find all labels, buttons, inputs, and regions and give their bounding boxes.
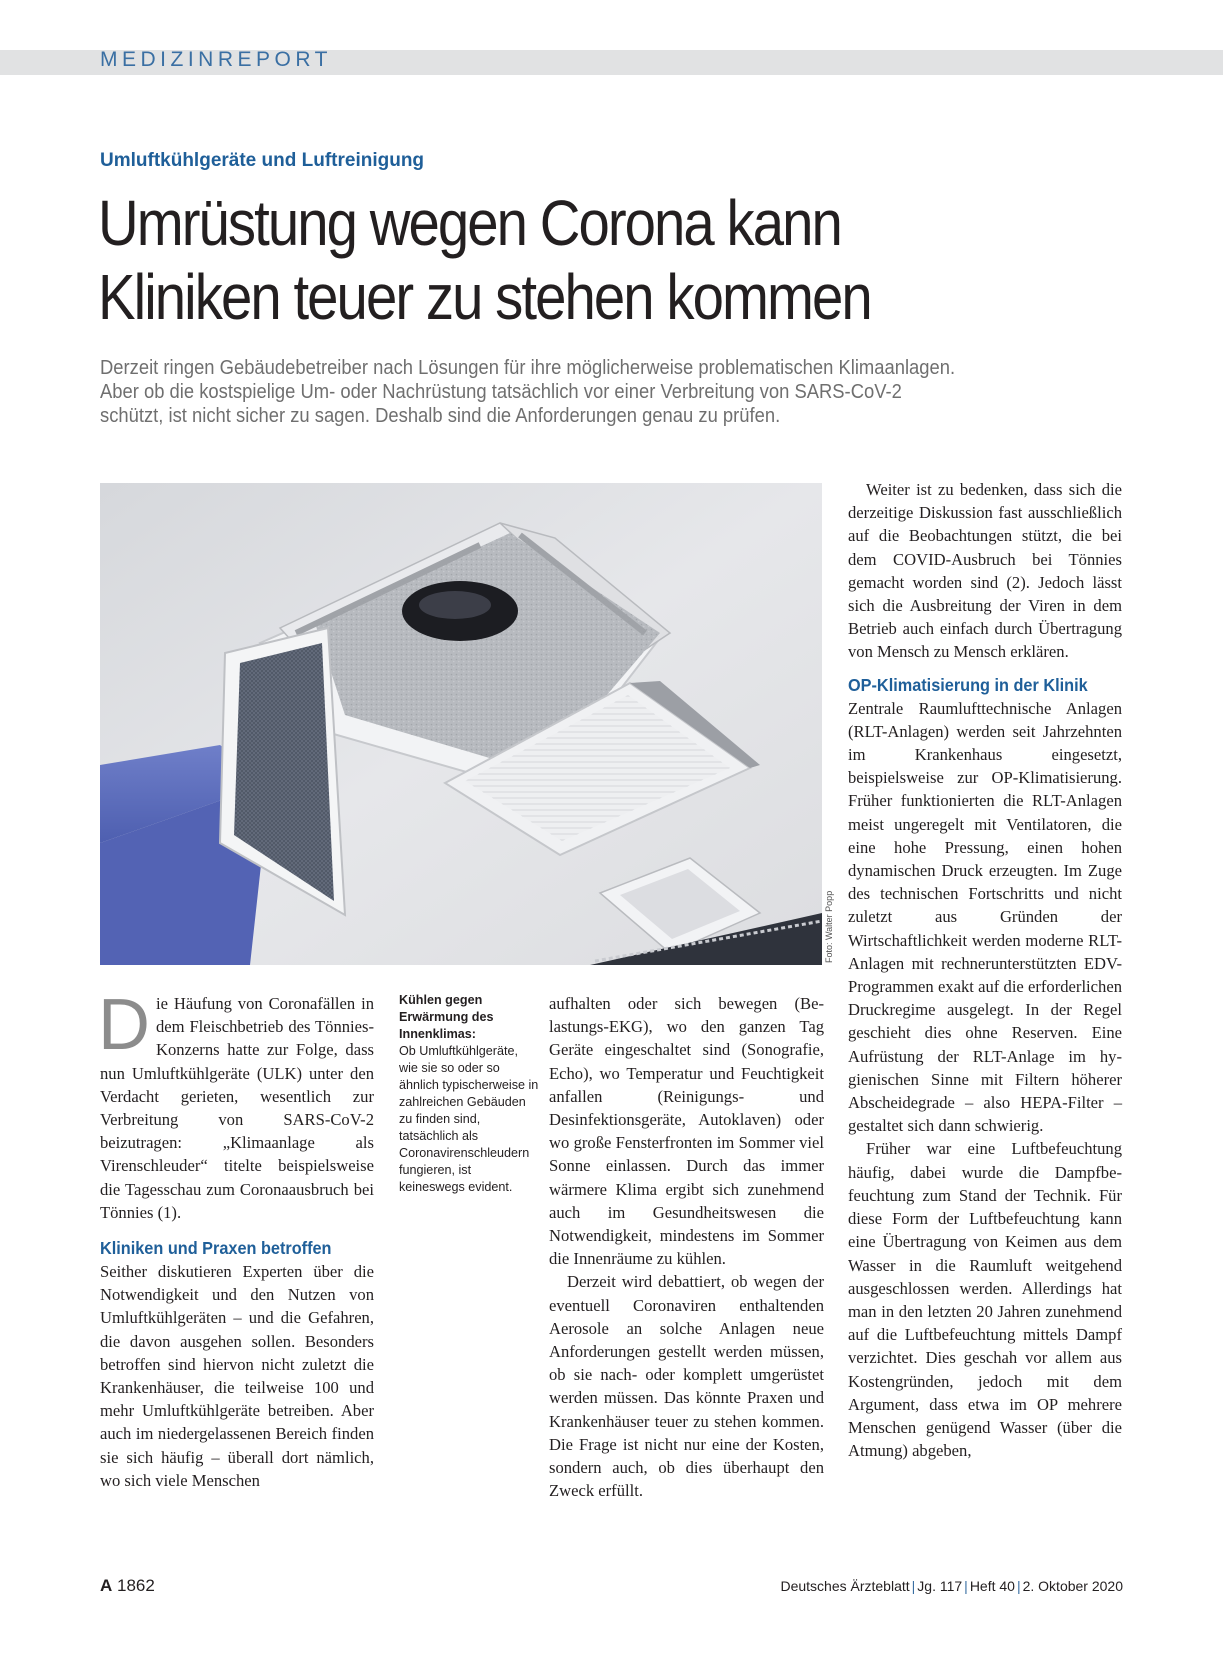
journal-date: 2. Oktober 2020 [1022, 1578, 1123, 1594]
journal-name: Deutsches Ärzteblatt [780, 1578, 910, 1594]
section-label: MEDIZINREPORT [100, 48, 332, 71]
journal-info: Deutsches Ärzteblatt | Jg. 117 | Heft 40 | 2. Oktober 2020 [780, 1578, 1123, 1594]
col4-paragraph-3: Früher war eine Luftbefeuchtung häufig, dabei wurde die Dampfbefeuchtung zum Stand der Technik. Für diese Form der Luftbefeuchtung kann eine Übertragung von Keimen aus dem Wasser in die Raumluft weitgehend ausgeschlossen werden. Allerdings hat man in den letzten 20 Jahren zunehmend auf die Luftbefeuchtung mittels Dampf verzichtet. Dies geschah vor allem aus Kostengründen, jedoch mit dem Argument, dass etwa im OP mehrere Menschen genügend Wasser (über die Atmung) abgeben, [848, 1139, 1122, 1461]
column-1 [98, 985, 374, 1492]
col1-paragraph-1: ie Häufung von Coronafällen in dem Fleischbetrieb des Tönnies-Konzerns hatte zur Folge, dass nun Umluftkühlgeräte (ULK) unter den Verdacht gerieten, wesentlich zur Verbreitung von SARS-CoV-2 beizutragen: „Klimaanlage als Virenschleuder“ titelte beispielsweise die Tagesschau zum Coronaausbruch bei Tönnies (1). [100, 994, 374, 1222]
journal-volume: Jg. 117 [917, 1578, 963, 1594]
page-prefix: A [100, 1576, 113, 1595]
article-kicker: Umluftkühlgeräte und Luftreinigung [100, 150, 425, 171]
col3-paragraph-1: aufhalten oder sich bewegen (Belastungs-EKG), wo den ganzen Tag Geräte eingeschaltet sind (Sonografie, Echo), wo Temperatur und Feuchtigkeit anfallen (Reinigungs- und Desinfektionsgeräte, Autoklaven) oder wo große Fensterfronten im Sommer viel Sonne einlassen. Durch das immer wärmere Klima ergibt sich zunehmend auch im Gesundheitswesen die Notwendigkeit, mindestens im Sommer die Innenräume zu kühlen. [549, 994, 824, 1269]
headline-line-2: Kliniken teuer zu stehen kommen [98, 261, 871, 333]
page-number [100, 1576, 155, 1596]
col1-paragraph-2: Seither diskutieren Experten über die Notwendigkeit und den Nutzen von Umluftkühlgeräten – und die Gefahren, die davon ausgehen sollen. Besonders betroffen sind hiervon nicht zuletzt die Krankenhäuser, die teilweise 100 und mehr Umluftkühlgeräte betreiben. Aber auch im niedergelassenen Bereich finden sie sich häufig – überall dort nämlich, wo sich viele Menschen [100, 1262, 374, 1490]
photo-caption [399, 992, 539, 1196]
photo-credit: Foto: Walter Popp [824, 890, 834, 963]
column-3 [549, 992, 824, 1502]
article-lead [100, 356, 1112, 428]
col4-paragraph-2: Zentrale Raumlufttechnische Anlagen (RLT-Anlagen) werden seit Jahrzehnten im Krankenhaus eingesetzt, beispielsweise zur OP-Klimatisierung. Früher funktionierten die RLT-Anlagen meist ungeregelt mit Ventilatoren, die eine hohe Pressung, einen hohen dynamischen Druck erzeugten. Im Zuge des technischen Fortschritts und nicht zuletzt aus Gründen der Wirtschaftlichkeit werden moderne RLT-Anlagen mit rechnerunterstützten EDV-Programmen exakt auf die erforderlichen Druckregime ausgelegt. In der Regel geschieht dies ohne Reserven. Eine Aufrüstung der RLT-Anlage im hygienischen Sinne mit Filtern höherer Abscheidegrade – also HEPA-Filter – gestaltet sich dann schwierig. [848, 698, 1122, 1136]
ceiling-air-conditioner-photo [100, 483, 822, 965]
article-headline [98, 186, 1048, 334]
col4-paragraph-1: Weiter ist zu bedenken, dass sich die derzeitige Diskussion fast ausschließlich auf die Beobachtungen stützt, die bei dem COVID-Ausbruch bei Tönnies gemacht worden sind (2). Jedoch lässt sich die Ausbreitung der Viren in dem Betrieb auch einfach durch Übertragung von Mensch zu Mensch erklären. [848, 480, 1122, 662]
lead-line-3: schützt, ist nicht sicher zu sagen. Deshalb sind die Anforderungen genau zu prüfen. [100, 405, 781, 427]
column-4 [848, 478, 1122, 1462]
subheading-kliniken: Kliniken und Praxen betroffen [100, 1238, 332, 1259]
headline-line-1: Umrüstung wegen Corona kann [98, 187, 841, 259]
lead-line-1: Derzeit ringen Gebäudebetreiber nach Lösungen für ihre möglicherweise problematischen Klimaanlagen. [100, 357, 956, 379]
col3-paragraph-2: Derzeit wird debattiert, ob wegen der eventuell Coronaviren enthaltenden Aerosole an solche Anlagen neue Anforderungen gestellt werden müssen, ob sie nach- oder komplett umgerüstet werden müssen. Das könnte Praxen und Krankenhäuser teuer zu stehen kommen. Die Frage ist nicht nur eine der Kosten, sondern auch, ob dies überhaupt den Zweck erfüllt. [549, 1272, 824, 1501]
page-number-value: 1862 [117, 1576, 155, 1595]
caption-text: Ob Umluftkühlgeräte, wie sie so oder so ähnlich typischerweise in zahlreichen Gebäuden zu finden sind, tatsächlich als Coronavirenschleudern fungieren, ist keineswegs evident. [399, 1044, 539, 1194]
journal-issue: Heft 40 [969, 1578, 1015, 1594]
caption-heading: Kühlen gegen Erwärmung des Innenklimas: [399, 993, 494, 1041]
lead-line-2: Aber ob die kostspielige Um- oder Nachrüstung tatsächlich vor einer Verbreitung von SARS-CoV-2 [100, 381, 902, 403]
subheading-op-klimatisierung: OP-Klimatisierung in der Klinik [848, 674, 1088, 695]
drop-cap: D [98, 985, 150, 1065]
